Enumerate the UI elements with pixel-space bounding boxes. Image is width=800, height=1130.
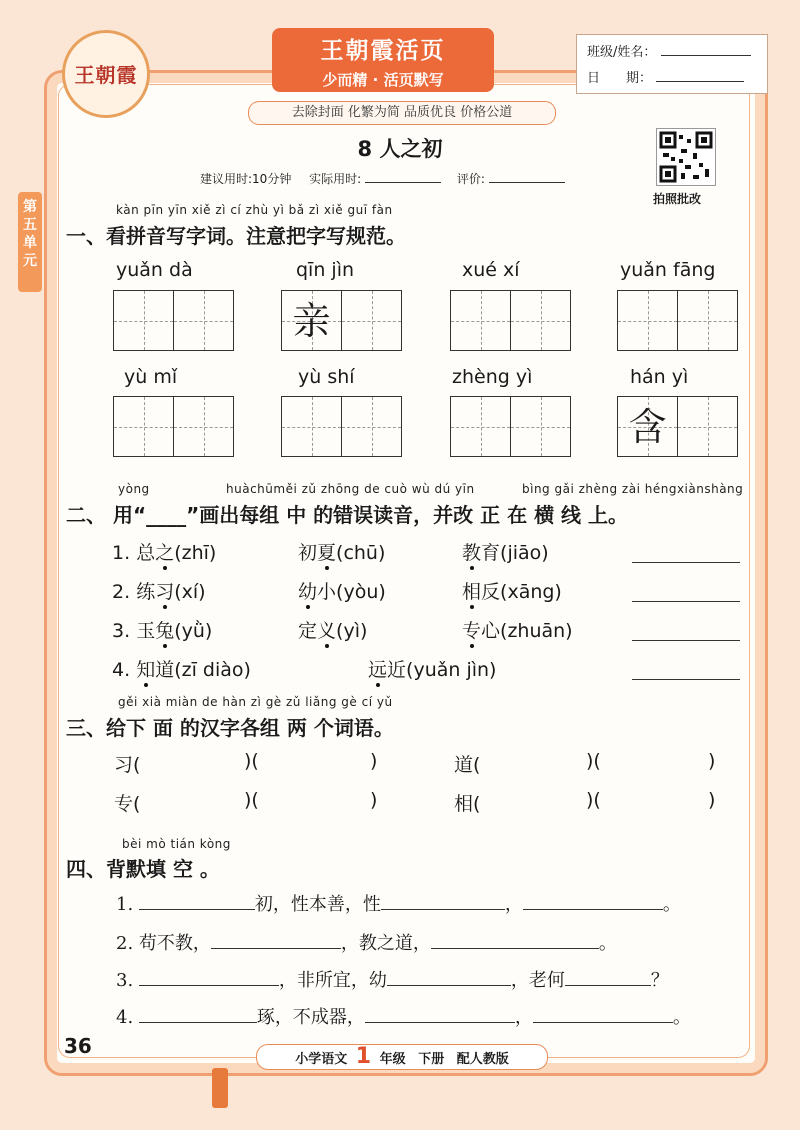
word-group: 专( xyxy=(114,793,141,815)
eval-field[interactable] xyxy=(489,182,565,183)
recite-line: 4. 琢，不成器， ， 。 xyxy=(116,1007,691,1028)
section2-pinyin-c: bìng gǎi zhèng zài héngxiànshàng xyxy=(522,482,744,496)
row-number: 4. xyxy=(112,659,131,681)
word-pinyin: yù mǐ xyxy=(124,366,178,388)
footer-badge xyxy=(256,1044,548,1070)
section2-row xyxy=(112,616,212,643)
brand-logo xyxy=(62,30,150,118)
word-item: 初夏(chū) xyxy=(298,542,386,564)
answer-line[interactable] xyxy=(632,583,740,602)
slogan: 去除封面 化繁为简 品质优良 价格公道 xyxy=(248,101,556,125)
word-item: 相反(xāng) xyxy=(462,581,562,603)
word-pinyin: zhèng yì xyxy=(452,366,533,388)
logo-text: 王朝霞 xyxy=(74,63,138,87)
writing-grid[interactable] xyxy=(113,290,234,351)
date-label: 日 期： xyxy=(587,71,653,86)
section3-heading: 三、给下 面 的汉字各组 两 个词语。 xyxy=(66,716,394,740)
footer-grade-number: 1 xyxy=(355,1044,372,1069)
writing-grid[interactable] xyxy=(617,290,738,351)
blank-field[interactable] xyxy=(387,969,511,986)
section2-pinyin-a: yòng xyxy=(118,482,150,496)
date-row xyxy=(587,67,744,86)
recite-line: 1. 初，性本善，性 ， 。 xyxy=(116,894,681,915)
writing-grid[interactable] xyxy=(281,396,402,457)
section2-row xyxy=(112,577,206,604)
word-group: )( xyxy=(586,789,601,811)
section2-row xyxy=(112,655,251,682)
class-name-field[interactable] xyxy=(661,55,751,56)
qr-code-icon[interactable] xyxy=(656,128,716,186)
section2-pinyin-b: huàchūměi zǔ zhōng de cuò wù dú yīn xyxy=(226,482,475,496)
word-group: ) xyxy=(708,789,716,811)
blank-field[interactable] xyxy=(365,1006,515,1023)
writing-grid[interactable] xyxy=(450,290,571,351)
lesson-title: 8 人之初 xyxy=(357,137,443,161)
footer-term: 下册 xyxy=(418,1052,445,1067)
word-group: ) xyxy=(708,750,716,772)
blank-field[interactable] xyxy=(523,893,663,910)
word-group: )( xyxy=(586,750,601,772)
word-item: 玉兔(yǜ) xyxy=(136,620,213,642)
blank-field[interactable] xyxy=(139,969,279,986)
banner-subtitle: 少而精 · 活页默写 xyxy=(322,71,444,89)
section2-row xyxy=(112,538,216,565)
word-group: 习( xyxy=(114,754,141,776)
word-group: 相( xyxy=(454,793,481,815)
word-item: 幼小(yòu) xyxy=(298,581,386,603)
writing-grid[interactable] xyxy=(281,290,402,351)
word-pinyin: yuǎn dà xyxy=(116,259,193,281)
word-group: ) xyxy=(370,750,378,772)
class-name-row xyxy=(587,41,751,60)
actual-time-label: 实际用时: xyxy=(309,172,362,186)
row-number: 2. xyxy=(112,581,131,603)
time-info xyxy=(200,170,565,187)
word-item: 专心(zhuān) xyxy=(462,620,573,642)
date-field[interactable] xyxy=(656,81,744,82)
word-item: 总之(zhī) xyxy=(136,542,217,564)
blank-field[interactable] xyxy=(139,893,255,910)
blank-field[interactable] xyxy=(139,1006,257,1023)
word-group: )( xyxy=(244,750,259,772)
writing-grid[interactable] xyxy=(617,396,738,457)
section4-heading: 四、背默填 空 。 xyxy=(66,857,220,881)
grid-char: 亲 xyxy=(292,299,331,343)
actual-time-field[interactable] xyxy=(365,182,441,183)
recite-line: 3. ，非所宜，幼 ，老何 ？ xyxy=(116,970,669,991)
blank-field[interactable] xyxy=(431,932,599,949)
class-name-label: 班级/姓名： xyxy=(587,45,657,60)
header-banner xyxy=(272,28,494,92)
word-pinyin: qīn jìn xyxy=(296,259,355,281)
qr-label: 拍照批改 xyxy=(653,192,702,206)
writing-grid[interactable] xyxy=(450,396,571,457)
blank-field[interactable] xyxy=(211,932,341,949)
word-pinyin: hán yì xyxy=(630,366,689,388)
word-pinyin: xué xí xyxy=(462,259,520,281)
answer-line[interactable] xyxy=(632,622,740,641)
word-pinyin: yuǎn fāng xyxy=(620,259,716,281)
blank-field[interactable] xyxy=(565,969,651,986)
word-item: 练习(xí) xyxy=(136,581,206,603)
eval-label: 评价: xyxy=(456,172,485,186)
blank-field[interactable] xyxy=(381,893,505,910)
word-group: )( xyxy=(244,789,259,811)
word-item: 定义(yì) xyxy=(298,620,368,642)
footer-edition: 配人教版 xyxy=(456,1052,509,1067)
section1-heading: 一、看拼音写字词。注意把字写规范。 xyxy=(66,224,406,248)
footer-subject: 小学语文 xyxy=(295,1052,348,1067)
binder-clip-icon xyxy=(212,1068,228,1108)
answer-line[interactable] xyxy=(632,661,740,680)
writing-grid[interactable] xyxy=(113,396,234,457)
banner-title: 王朝霞活页 xyxy=(320,37,446,64)
row-number: 3. xyxy=(112,620,131,642)
word-group: 道( xyxy=(454,754,481,776)
section1-pinyin: kàn pīn yīn xiě zì cí zhù yì bǎ zì xiě guī fàn xyxy=(116,203,393,217)
unit-tab: 第五单元 xyxy=(18,192,42,292)
blank-field[interactable] xyxy=(533,1006,673,1023)
section3-pinyin: gěi xià miàn de hàn zì gè zǔ liǎng gè cí yǔ xyxy=(118,695,393,709)
suggested-time: 建议用时:10分钟 xyxy=(200,172,292,186)
row-number: 1. xyxy=(112,542,131,564)
word-pinyin: yù shí xyxy=(298,366,355,388)
recite-line: 2. 苟不教， ，教之道， 。 xyxy=(116,933,617,954)
answer-line[interactable] xyxy=(632,544,740,563)
word-item: 教育(jiāo) xyxy=(462,542,549,564)
section2-heading: 二、 用“____”画出每组 中 的错误读音，并改 正 在 横 线 上。 xyxy=(66,503,628,527)
word-group: ) xyxy=(370,789,378,811)
section4-pinyin: bèi mò tián kòng xyxy=(122,837,231,851)
name-box xyxy=(576,34,768,94)
word-item: 远近(yuǎn jìn) xyxy=(368,659,497,681)
page-number: 36 xyxy=(64,1034,92,1058)
footer-grade-label: 年级 xyxy=(379,1052,406,1067)
word-item: 知道(zī diào) xyxy=(136,659,251,681)
grid-char: 含 xyxy=(628,405,667,449)
